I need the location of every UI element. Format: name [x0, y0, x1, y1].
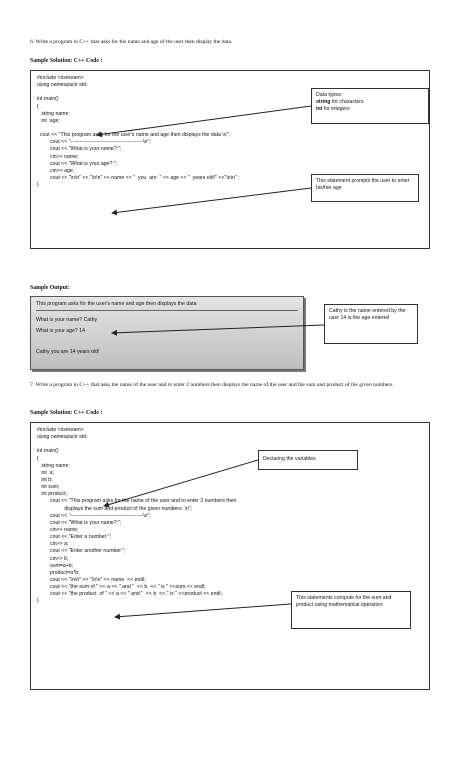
q6-code-line: } [37, 182, 39, 189]
q7-code-line: int sum; [37, 484, 60, 491]
q7-code-line: int a; [37, 469, 55, 476]
q6-code-line: cout << "This program asks for the user's name and age then displays the data \n"; [37, 132, 230, 139]
arrow-output [112, 325, 324, 333]
callout-data-types-string: string for characters [316, 99, 364, 105]
q6-code-line: string name; [37, 110, 70, 117]
output-line: This program asks for the user's name and age then displays the data [36, 301, 197, 307]
q7-solution-label: Sample Solution: C++ Code : [30, 410, 103, 416]
q7-code-line: product=a*b; [37, 569, 80, 576]
output-line: Cathy you are 14 years old! [36, 349, 100, 355]
q6-code-line: int main() [37, 96, 59, 103]
q7-code-line: { [37, 455, 39, 462]
q6-code-line: cout << "What is your name?:"; [37, 146, 122, 153]
q6-output-label: Sample Output: [30, 285, 70, 291]
q6-code-line: cout << "------------------------------------------\n"; [37, 139, 151, 146]
output-line: What is your name? Cathy [36, 317, 98, 323]
arrow-prompt-age [112, 188, 311, 213]
q7-code-line: int main() [37, 448, 59, 455]
q7-code-line: #include <iostream> [37, 427, 84, 433]
q7-code-line: cin>> name; [37, 526, 79, 533]
q7-code-line: cout << "Enter another number:"; [37, 548, 126, 555]
q7-code-line: int b; [37, 476, 53, 483]
q6-code-line: int age; [37, 117, 60, 124]
q6-code-line: cout << "What is your age?:"; [37, 160, 118, 167]
q7-code-line: cin>> b; [37, 555, 69, 562]
q6-code-line: cin>> name; [37, 153, 79, 160]
question-7: 7. Write a program in C++ that asks the name of the user and to enter 2 numbers then displays the name of the user and the sum and product of the given numbers. [30, 382, 394, 388]
q7-code-line: cout << "\n\n" << "\n\n" << name << endl; [37, 576, 146, 583]
q7-code-line: using namespace std; [37, 434, 88, 441]
callout-declaring-variables: Declaring the variables [258, 450, 358, 470]
callout-data-types-title: Data types: [316, 92, 343, 98]
callout-output-explanation: Cathy is the name entered by the user 14 is the age entered [324, 304, 418, 344]
q7-code-line: cout << "the product of " << a << " and " << b << " is " <<product << endl; [37, 591, 222, 598]
q7-code-line: cout << "the sum of " << a << " and " << b << " is " <<sum << endl; [37, 584, 206, 591]
arrow-declare [104, 460, 258, 506]
q7-code-line: displays the sum and product of the given numbers. \n"; [37, 505, 193, 512]
q7-code-line: string name; [37, 462, 70, 469]
q7-code-line: sum=a+b; [37, 562, 74, 569]
q7-code-line: } [37, 598, 39, 605]
output-line: What is your age? 14 [36, 328, 86, 334]
arrow-data-types [97, 106, 311, 135]
q6-code-line: cin>> age; [37, 167, 75, 174]
q7-code-line: cout << "Enter a number:"; [37, 534, 112, 541]
callout-data-types-int: int for integers [316, 106, 350, 112]
q7-code-line: cout << "------------------------------------------\n"; [37, 512, 151, 519]
callout-compute-sum-product: This statements compute for the sum and product using mathematical operators [291, 591, 411, 629]
q6-code-line: cout << "\n\n" << "\n\n" << name << " you are " << age << " years old!" <<"\n\n" ; [37, 174, 240, 181]
q6-code-line: { [37, 103, 39, 110]
question-6: 6. Write a program in C++ that asks for the name and age of the user then display the data. [30, 39, 233, 45]
q6-solution-label: Sample Solution: C++ Code : [30, 58, 103, 64]
q7-code-line: int product; [37, 491, 67, 498]
q7-code-line: cin>> a; [37, 541, 69, 548]
q6-code-line: #include <iostream> [37, 75, 84, 81]
q6-code-line: using namespace std; [37, 82, 88, 89]
callout-prompt-age: This statement prompts the user to enter his/her age [311, 174, 419, 202]
arrow-compute [115, 604, 291, 617]
q7-code-line: cout << "This program asks for the name of the user and to enter 2 numbers then [37, 498, 237, 505]
q7-code-line: cout << "What is your name?:"; [37, 519, 122, 526]
